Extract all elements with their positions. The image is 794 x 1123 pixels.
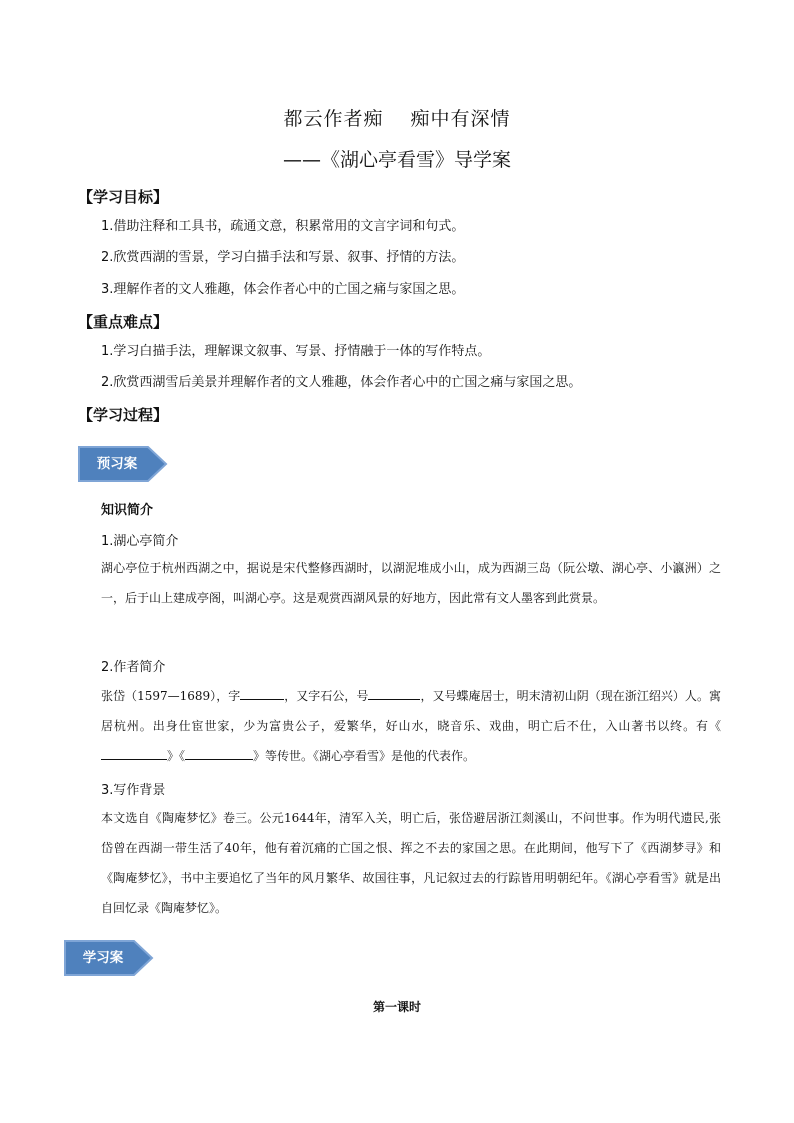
- process-heading: 【学习过程】: [78, 406, 169, 424]
- objective-item: 1.借助注释和工具书，疏通文意，积累常用的文言字词和句式。: [101, 219, 465, 234]
- paragraph-text: 本文选自《陶庵梦忆》卷三。公元1644年，清军入关，明亡后，张岱避居浙江剡溪山，不问世事。作为明代遗民,张岱曾在西湖一带生活了40年，他有着沉痛的亡国之恨、挥之不去的家国之思。在此期间，他写下了《西湖梦寻》和《陶庵梦忆》，书中主要追忆了当年的风月繁华、故国往事，凡记叙过去的行踪皆用明朝纪年。《湖心亭看雪》就是出自回忆录《陶庵梦忆》。: [101, 811, 721, 915]
- objective-item: 3.理解作者的文人雅趣，体会作者心中的亡国之痛与家国之思。: [101, 282, 465, 297]
- section-title: 2.作者简介: [101, 660, 166, 675]
- section-title: 3.写作背景: [101, 783, 166, 798]
- knowledge-title: 知识简介: [101, 503, 154, 518]
- fill-blank[interactable]: [368, 687, 420, 700]
- key-points-heading: 【重点难点】: [78, 313, 169, 331]
- fill-blank[interactable]: [101, 747, 167, 760]
- section-paragraph: [101, 681, 721, 771]
- study-badge: [64, 940, 152, 976]
- section-title: 1.湖心亭简介: [101, 534, 179, 549]
- preview-badge: [78, 446, 166, 482]
- page-subtitle: ——《湖心亭看雪》导学案: [282, 149, 511, 171]
- paragraph-text: ，又号蝶庵居士，明末清初山阴（现在浙江绍兴）人。寓居杭州。出身仕宦世家，少为富贵公子，爱繁华，好山水，晓音乐、戏曲，明亡后不仕，入山著书以终。有《: [101, 689, 721, 733]
- objective-item: 2.欣赏西湖的雪景，学习白描手法和写景、叙事、抒情的方法。: [101, 250, 465, 265]
- lesson-heading: 第一课时: [372, 1000, 421, 1014]
- study-badge-label: 学习案: [82, 950, 124, 966]
- key-point-item: 1.学习白描手法，理解课文叙事、写景、抒情融于一体的写作特点。: [101, 344, 491, 359]
- page-title: 都云作者痴 痴中有深情: [283, 108, 511, 130]
- paragraph-text: 湖心亭位于杭州西湖之中，据说是宋代整修西湖时，以湖泥堆成小山，成为西湖三岛（阮公墩、湖心亭、小瀛洲）之一，后于山上建成亭阁，叫湖心亭。这是观赏西湖风景的好地方，因此常有文人墨客到此赏景。: [101, 561, 721, 605]
- preview-badge-label: 预习案: [96, 456, 138, 472]
- section-paragraph: [101, 803, 721, 923]
- fill-blank[interactable]: [240, 687, 284, 700]
- paragraph-text: ，又字石公，号: [284, 689, 369, 703]
- key-point-item: 2.欣赏西湖雪后美景并理解作者的文人雅趣，体会作者心中的亡国之痛与家国之思。: [101, 375, 582, 390]
- paragraph-text: 张岱（1597—1689），字: [101, 689, 241, 703]
- paragraph-text: 》《: [167, 749, 186, 763]
- fill-blank[interactable]: [185, 747, 253, 760]
- paragraph-text: 》等传世。《湖心亭看雪》是他的代表作。: [253, 749, 476, 763]
- section-paragraph: [101, 553, 721, 613]
- objectives-heading: 【学习目标】: [78, 188, 169, 206]
